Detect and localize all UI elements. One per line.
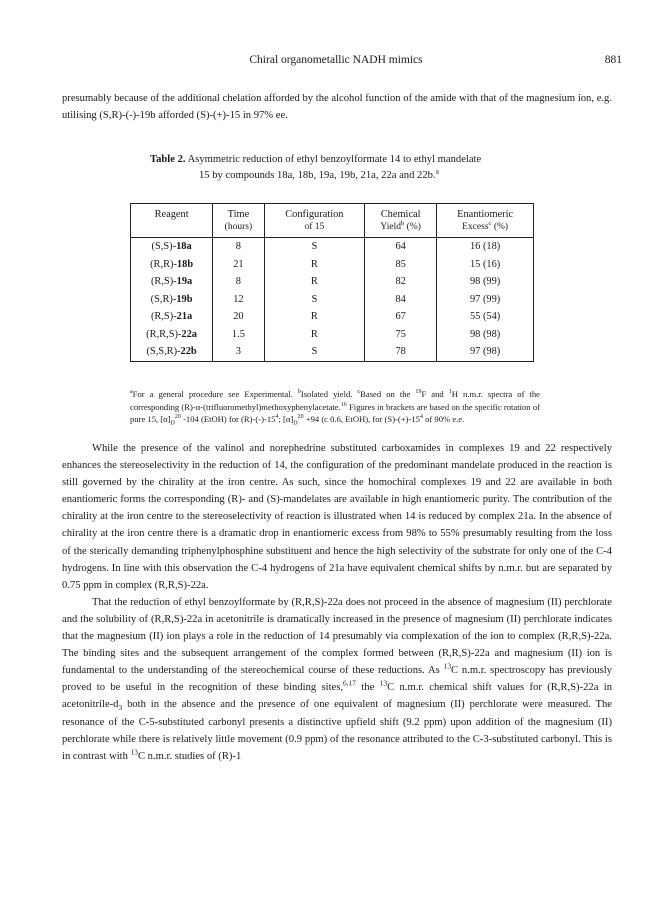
time-cell: 8	[213, 273, 264, 291]
table-footnote: $^a$For a general procedure see Experimental. $^b$Isolated yield. $^c$Based on the $^{19}$F and $^1$H n.m.r. spectra of the corresponding (R)-α-(trifluoromethyl)methoxyphenylacetate.$^{16}$ Figures in brackets are based on the specific rotation of pure 15, $[\alpha]_D^{20}$ -104 (EtOH) for $(R)-(-)-15^4$; $[\alpha]_D^{20} +94$ (c 0.6, EtOH), for $(S)-(+)-15^4$ of 90% e.e.	[130, 389, 541, 427]
header-time: Time	[213, 204, 264, 222]
header-reagent-sub	[131, 221, 213, 238]
table-caption	[150, 152, 530, 184]
table-row	[131, 308, 534, 326]
table-row	[131, 256, 534, 274]
table-row	[131, 273, 534, 291]
time-cell: 1.5	[213, 326, 264, 344]
ee-cell: 97 (98)	[437, 343, 534, 361]
running-title: Chiral organometallic NADH mimics	[249, 54, 423, 66]
caption-marker: a	[435, 166, 439, 176]
caption-line-1: Asymmetric reduction of ethyl benzoylformate 14 to ethyl mandelate	[187, 154, 482, 165]
ee-cell: 98 (98)	[437, 326, 534, 344]
config-cell: R	[264, 256, 364, 274]
reagent-cell: (S,S)-18a	[131, 238, 213, 256]
config-cell: S	[264, 291, 364, 309]
reagent-cell: (R,S)-19a	[131, 273, 213, 291]
time-cell: 8	[213, 238, 264, 256]
header-time-unit: (hours)	[213, 221, 264, 238]
yield-cell: 75	[365, 326, 437, 344]
time-cell: 3	[213, 343, 264, 361]
header-yield-sub: Yield$^b$ (%)	[365, 221, 437, 238]
ee-cell: 97 (99)	[437, 291, 534, 309]
yield-cell: 67	[365, 308, 437, 326]
ee-cell: 98 (99)	[437, 273, 534, 291]
yield-cell: 64	[365, 238, 437, 256]
header-configuration-sub: of 15	[264, 221, 364, 238]
time-cell: 21	[213, 256, 264, 274]
header-enantiomeric: Enantiomeric	[437, 204, 534, 222]
page-header	[0, 54, 672, 70]
yield-cell: 78	[365, 343, 437, 361]
time-cell: 20	[213, 308, 264, 326]
reagent-cell: (R,S)-21a	[131, 308, 213, 326]
page-number: 881	[604, 54, 622, 66]
time-cell: 12	[213, 291, 264, 309]
table-row	[131, 291, 534, 309]
ee-cell: 55 (54)	[437, 308, 534, 326]
header-reagent: Reagent	[131, 204, 213, 222]
config-cell: R	[264, 326, 364, 344]
reagent-cell: (R,R)-18b	[131, 256, 213, 274]
config-cell: S	[264, 343, 364, 361]
paragraph-top: presumably because of the additional chelation afforded by the alcohol function of the amide with that of the magnesium ion, e.g. utilising (S,R)-(-)-19b afforded (S)-(+)-15 in 97% ee.	[62, 93, 612, 121]
table-row	[131, 238, 534, 256]
body-text	[62, 440, 612, 765]
header-configuration: Configuration	[264, 204, 364, 222]
ee-cell: 15 (16)	[437, 256, 534, 274]
ee-cell: 16 (18)	[437, 238, 534, 256]
yield-cell: 82	[365, 273, 437, 291]
reagent-cell: (S,S,R)-22b	[131, 343, 213, 361]
results-table	[130, 203, 534, 362]
reagent-cell: (S,R)-19b	[131, 291, 213, 309]
config-cell: R	[264, 273, 364, 291]
paragraph-1: While the presence of the valinol and norephedrine substituted carboxamides in complexes 19 and 22 respectively enhances the stereoselectivity in the reduction of 14, the configuration of the predominant mandelate produced in the reaction is still governed by the chirality at the iron centre. As such, since the homochiral complexes 19 and 22 are available in both enantiomeric forms the corresponding (R)- and (S)-mandelates are available in high enantiomeric purity. The contribution of the chirality at the iron centre to the stereoselectivity of reaction is illustrated when 14 is reduced by complex 21a. In the absence of chirality at the iron centre there is a dramatic drop in enantiomeric excess from 98% to 55% presumably resulting from the loss of the sterically demanding triphenylphosphine substituent and hence the high selectivity of the substrate for only one of the C-4 hydrogens. In line with this observation the C-4 hydrogens of 21a have equivalent chemical shifts by n.m.r. but are separated by 0.75 ppm in complex (R,R,S)-22a.	[62, 443, 612, 591]
config-cell: S	[264, 238, 364, 256]
yield-cell: 84	[365, 291, 437, 309]
table-label: Table 2.	[150, 154, 186, 165]
config-cell: R	[264, 308, 364, 326]
table-row	[131, 343, 534, 361]
header-chemical: Chemical	[365, 204, 437, 222]
table-row	[131, 326, 534, 344]
paragraph-2: That the reduction of ethyl benzoylformate by (R,R,S)-22a does not proceed in the absence of magnesium (II) perchlorate and the solubility of (R,R,S)-22a in acetonitrile is dramatically increased in the presence of magnesium (II) perchlorate indicates that the magnesium (II) ion plays a role in the reduction of 14 presumably via complexation of the ion to complex (R,R,S)-22a. The binding sites and the subsequent arrangement of the complex formed between (R,R,S)-22a and magnesium (II) ion is fundamental to the understanding of the stereochemical course of these reductions. As $^{13}$C n.m.r. spectroscopy has previously proved to be useful in the recognition of these binding sites,$^{6,17}$ the $^{13}$C n.m.r. chemical shift values for (R,R,S)-22a in acetonitrile-$d_3$ both in the absence and the presence of one equivalent of magnesium (II) perchlorate were measured. The resonance of the C-5-substituted carbonyl presents a distinctive upfield shift (9.2 ppm) upon addition of the magnesium (II) perchlorate while there is relatively little movement (0.9 ppm) of the resonance attributed to the C-3-substituted carbonyl. This is in contrast with $^{13}$C n.m.r. studies of (R)-1	[62, 596, 613, 762]
caption-line-2: 15 by compounds 18a, 18b, 19a, 19b, 21a, 22a and 22b.	[199, 170, 436, 181]
header-excess-sub: Excess$^c$ (%)	[437, 221, 534, 238]
yield-cell: 85	[365, 256, 437, 274]
reagent-cell: (R,R,S)-22a	[131, 326, 213, 344]
